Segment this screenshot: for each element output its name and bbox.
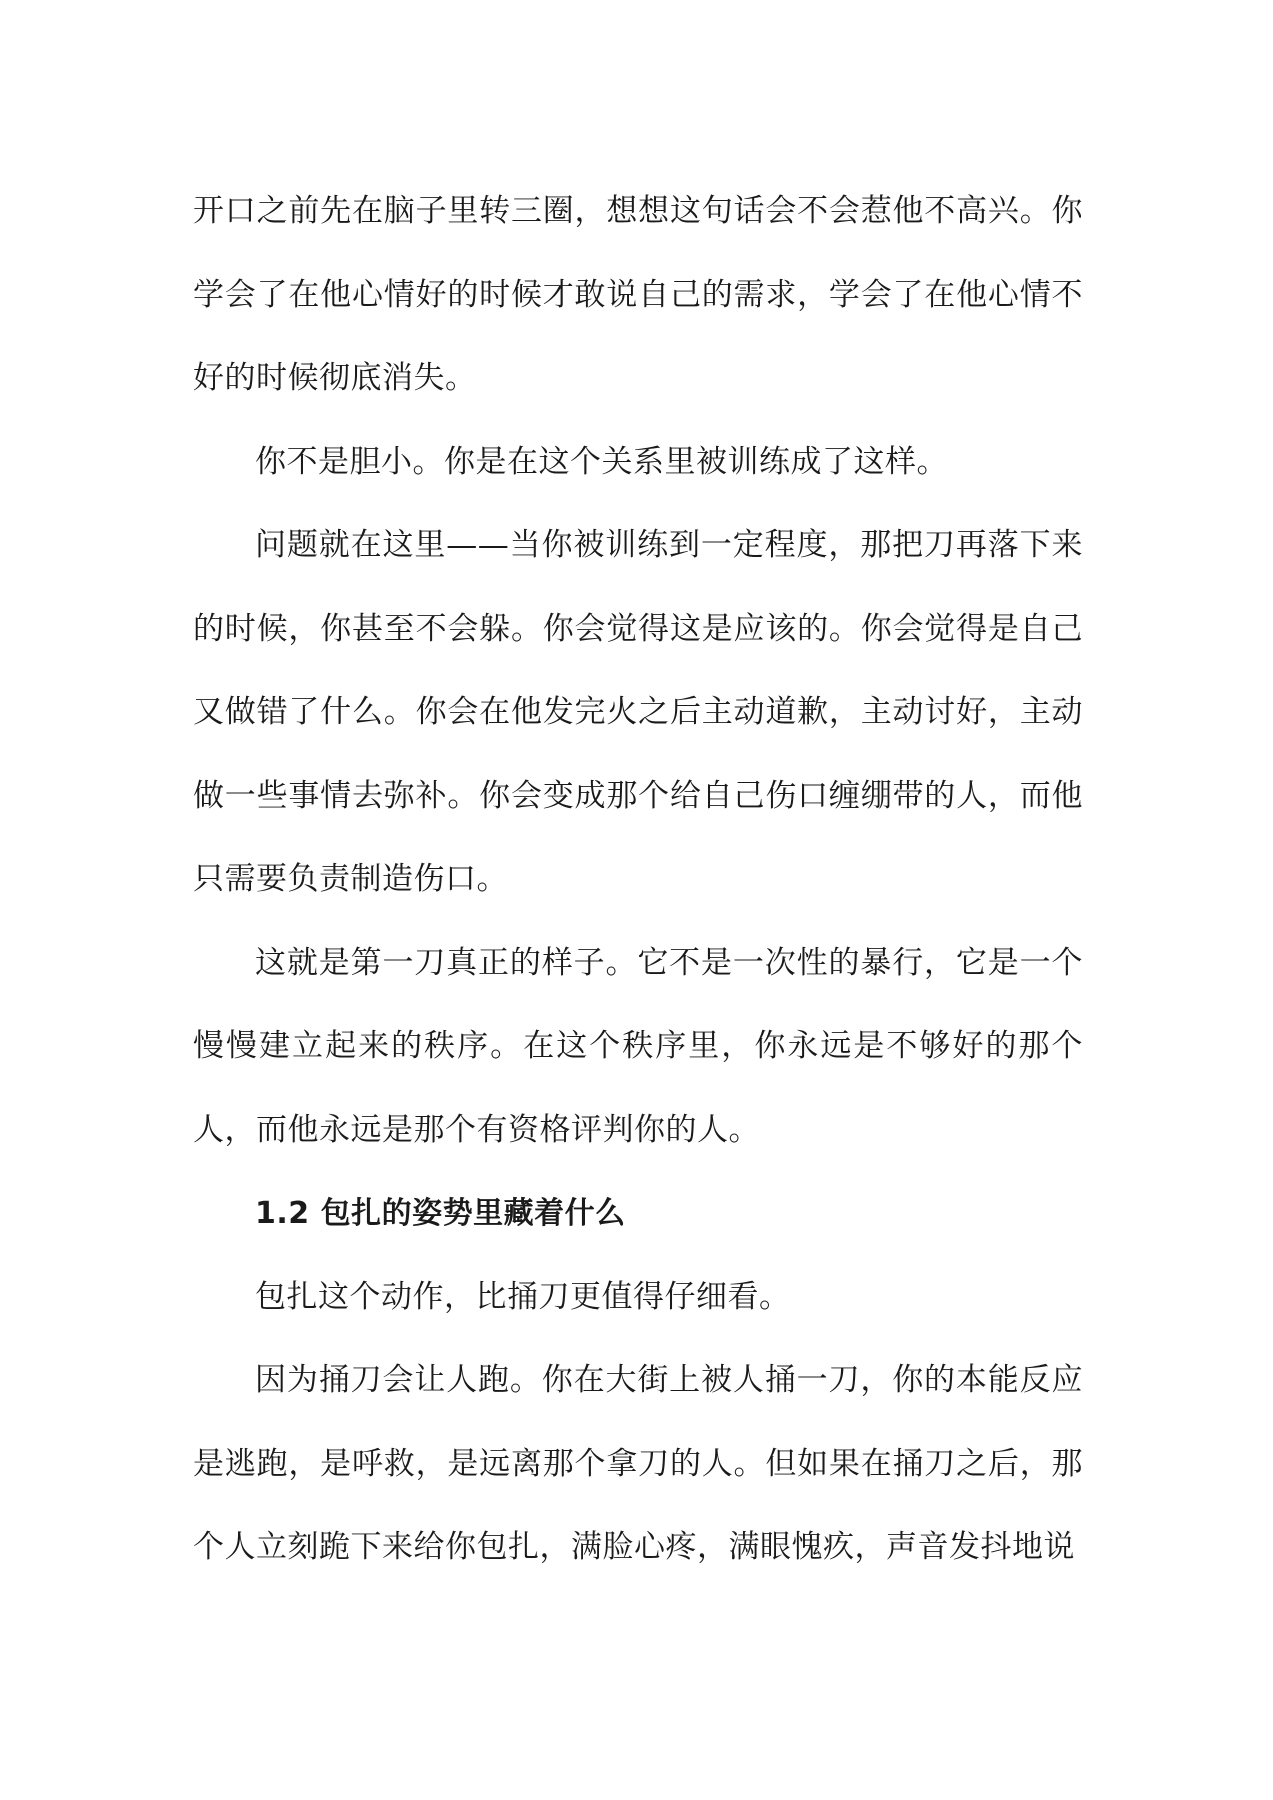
paragraph: 你不是胆小。你是在这个关系里被训练成了这样。: [255, 443, 948, 480]
paragraph: 包扎这个动作，比捅刀更值得仔细看。: [255, 1278, 791, 1315]
paragraph: 问题就在这里——当你被训练到一定程度，那把刀再落下来的时候，你甚至不会躲。你会觉得这是应该的。你会觉得是自己又做错了什么。你会在他发完火之后主动道歉，主动讨好，主动做一些事情去弥补。你会变成那个给自己伤口缠绷带的人，而他只需要负责制造伤口。: [193, 527, 1083, 897]
paragraph: 这就是第一刀真正的样子。它不是一次性的暴行，它是一个慢慢建立起来的秩序。在这个秩序里，你永远是不够好的那个人，而他永远是那个有资格评判你的人。: [193, 944, 1083, 1148]
paragraph: 因为捅刀会让人跑。你在大街上被人捅一刀，你的本能反应是逃跑，是呼救，是远离那个拿刀的人。但如果在捅刀之后，那个人立刻跪下来给你包扎，满脸心疼，满眼愧疚，声音发抖地说: [193, 1362, 1083, 1565]
body-text: [193, 170, 1083, 1590]
paragraph-continuation: 开口之前先在脑子里转三圈，想想这句话会不会惹他不高兴。你学会了在他心情好的时候才敢说自己的需求，学会了在他心情不好的时候彻底消失。: [193, 193, 1083, 396]
section-heading: 1.2 包扎的姿势里藏着什么: [255, 1196, 626, 1231]
